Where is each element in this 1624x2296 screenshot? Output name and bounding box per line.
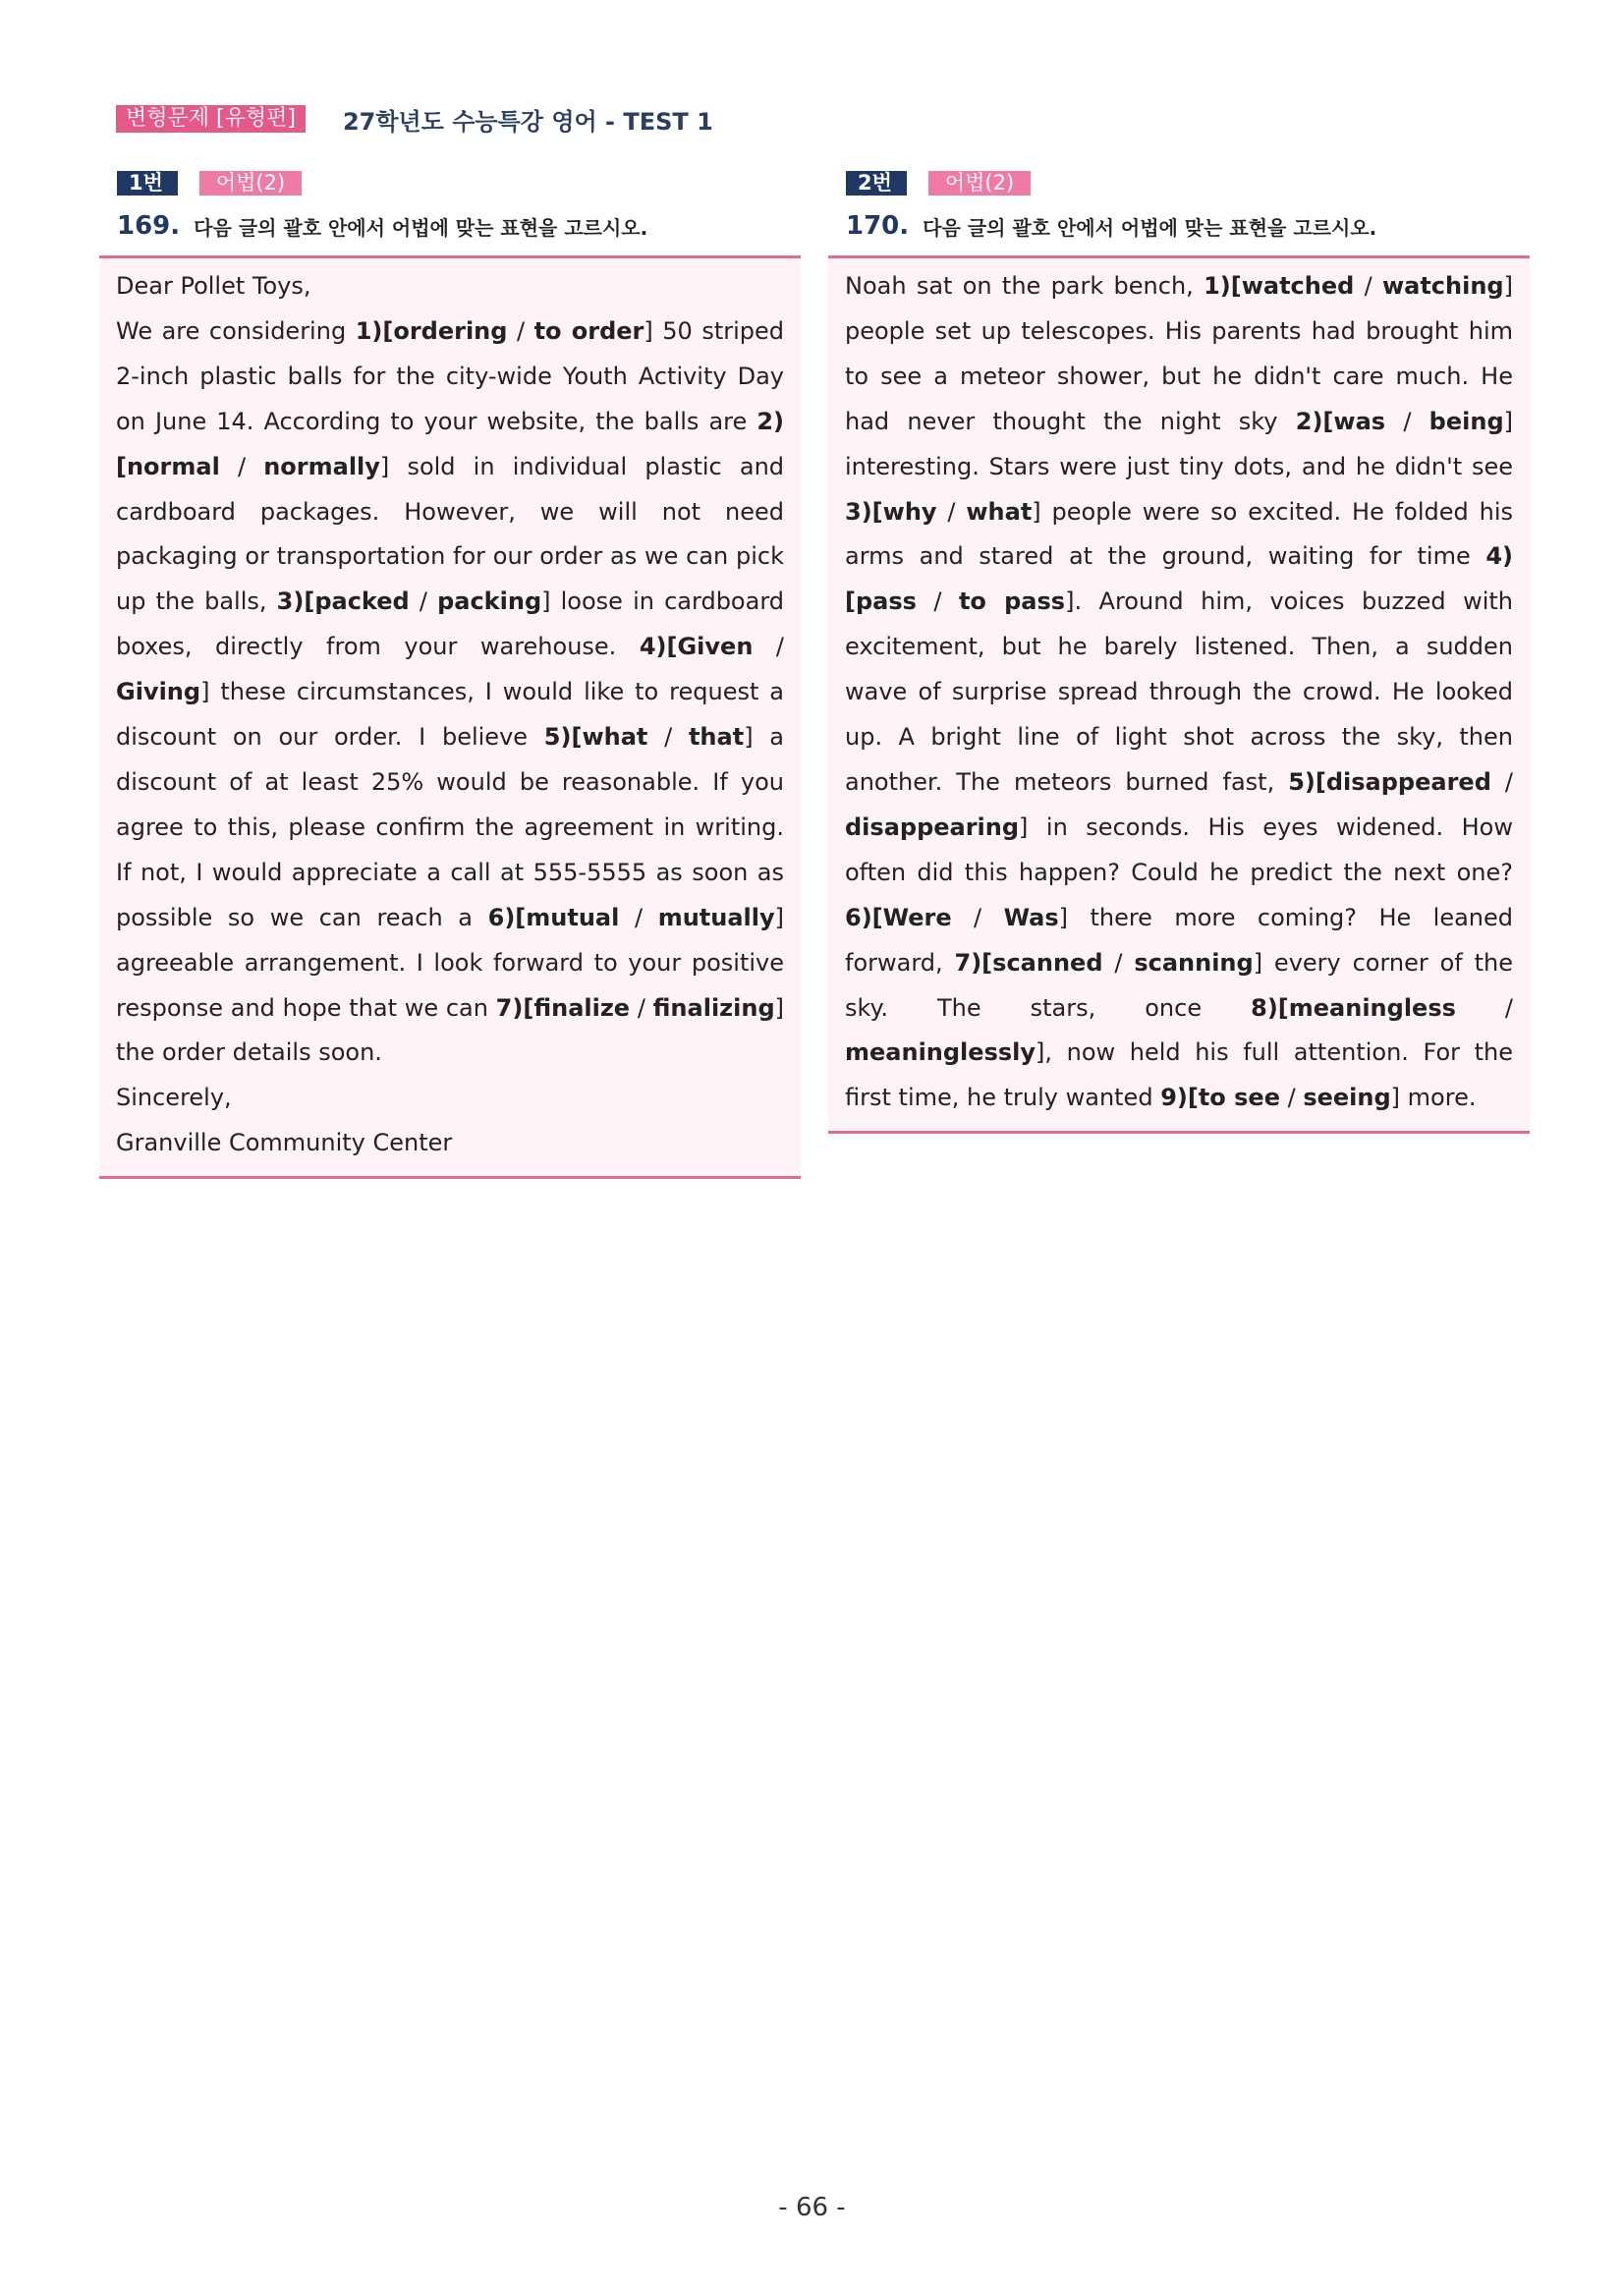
grammar-choice: 2)[normal / normally] <box>116 407 784 480</box>
question-number: 170. <box>846 211 910 241</box>
question-instruction: 다음 글의 괄호 안에서 어법에 맞는 표현을 고르시오. <box>194 215 648 240</box>
question-type-badge: 어법(2) <box>928 171 1031 196</box>
grammar-choice: 1)[watched / watching] <box>1204 272 1513 300</box>
grammar-choice: 3)[packed / packing] <box>276 588 551 616</box>
grammar-choice: 6)[mutual / mutually] <box>487 903 785 931</box>
question-number-badge: 1번 <box>117 171 178 196</box>
passage-box <box>99 255 801 1179</box>
grammar-choice: 5)[disappeared / disappearing] <box>845 767 1513 841</box>
grammar-choice: 1)[ordering / to order] <box>355 316 653 345</box>
question-number: 169. <box>117 211 181 241</box>
question-2-tags <box>828 169 1530 196</box>
question-2-prompt <box>846 208 1530 244</box>
category-badge: 변형문제 [유형편] <box>116 105 306 133</box>
question-1-tags <box>99 169 801 196</box>
grammar-choice: 5)[what / that] <box>543 723 754 752</box>
passage <box>845 264 1513 1121</box>
grammar-choice: 4)[pass / to pass] <box>845 542 1513 616</box>
letter-body: We are considering 1)[ordering / to order] 50 striped 2-inch plastic balls for the city-wide Youth Activity Day on June 14. According to your website, the balls are 2)[normal / normally] sold in individual plastic and cardboard packages. However, we will not need packaging or transportation for our order as we can pick up the balls, 3)[packed / packing] loose in cardboard boxes, directly from your warehouse. 4)[Given / Giving] these circumstances, I would like to request a discount on our order. I believe 5)[what / that] a discount of at least 25% would be reasonable. If you agree to this, please confirm the agreement in writing. If not, I would appreciate a call at 555-5555 as soon as possible so we can reach a 6)[mutual / mutually] agreeable arrangement. I look forward to your positive response and hope that we can 7)[finalize / finalizing] the order details soon. <box>116 316 785 1067</box>
grammar-choice: 4)[Given / Giving] <box>116 633 784 706</box>
question-number-badge: 2번 <box>846 171 907 196</box>
grammar-choice: 9)[to see / seeing] <box>1160 1084 1401 1112</box>
question-instruction: 다음 글의 괄호 안에서 어법에 맞는 표현을 고르시오. <box>923 215 1377 240</box>
question-2-column <box>828 169 1530 1134</box>
letter-greeting: Dear Pollet Toys, <box>116 272 311 300</box>
page-number: - 66 - <box>778 2193 846 2222</box>
grammar-choice: 7)[scanned / scanning] <box>954 948 1263 977</box>
letter-closing: Sincerely, <box>116 1084 232 1112</box>
passage-box <box>828 255 1530 1134</box>
story-body: Noah sat on the park bench, 1)[watched / watching] people set up telescopes. His parents had brought him to see a meteor shower, but he didn't care much. He had never thought the night sky 2)[was / being] interesting. Stars were just tiny dots, and he didn't see 3)[why / what] people were so excited. He folded his arms and stared at the ground, waiting for time 4)[pass / to pass]. Around him, voices buzzed with excitement, but he barely listened. Then, a sudden wave of surprise spread through the crowd. He looked up. A bright line of light shot across the sky, then another. The meteors burned fast, 5)[disappeared / disappearing] in seconds. His eyes widened. How often did this happen? Could he predict the next one? 6)[Were / Was] there more coming? He leaned forward, 7)[scanned / scanning] every corner of the sky. The stars, once 8)[meaningless / meaninglessly], now held his full attention. For the first time, he truly wanted 9)[to see / seeing] more. <box>845 272 1514 1112</box>
grammar-choice: 2)[was / being] <box>1295 407 1513 435</box>
question-1-prompt <box>117 208 801 244</box>
page-header <box>116 104 713 134</box>
letter-signature: Granville Community Center <box>116 1129 453 1157</box>
grammar-choice: 7)[finalize / finalizing] <box>495 993 784 1022</box>
page-title: 27학년도 수능특강 영어 - TEST 1 <box>342 107 713 136</box>
passage <box>116 264 784 1166</box>
question-1-column <box>99 169 801 1179</box>
grammar-choice: 3)[why / what] <box>845 497 1041 526</box>
grammar-choice: 8)[meaningless / meaninglessly] <box>845 993 1514 1067</box>
question-type-badge: 어법(2) <box>199 171 302 196</box>
grammar-choice: 6)[Were / Was] <box>845 903 1069 931</box>
